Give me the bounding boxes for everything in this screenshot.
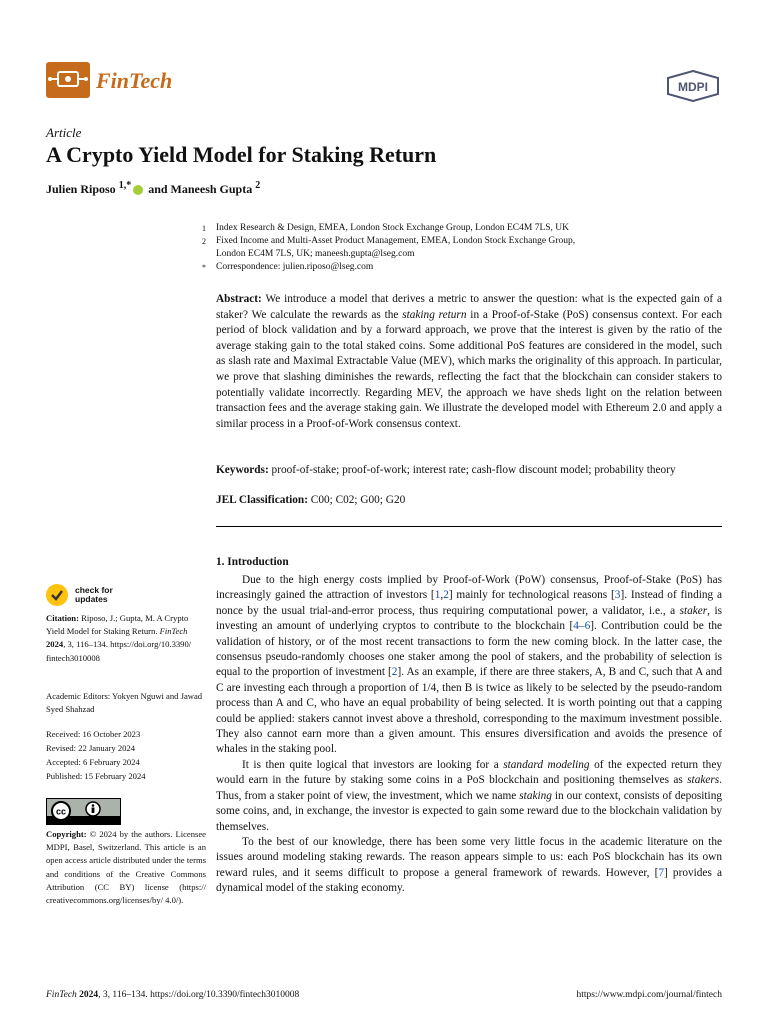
footer-citation: FinTech 2024, 3, 116–134. https://doi.org/10.3390/fintech3010008 [46, 990, 300, 1000]
paragraph: To the best of our knowledge, there has been some very little focus in the academic literature on the issues around modeling staking rewards. The reason appears simple to us: each PoS blockchain has its own reward rules, and it seems difficult to propose a general framework of rewards. However, [7] provides a dynamical model of the staking economy. [216, 835, 722, 895]
footer-journal-link[interactable]: https://www.mdpi.com/journal/fintech [576, 990, 722, 1000]
svg-text:MDPI: MDPI [678, 80, 708, 94]
citation-link[interactable]: 3 [614, 589, 621, 602]
paragraph: Due to the high energy costs implied by Proof-of-Work (PoW) consensus, Proof-of-Stake (PoS) has increasingly gained the attraction of investors [1,2] mainly for technological reasons [3]. Instead of finding a nonce by the usual trial-and-error process, thus requiring computational power, a validator, i.e., a staker, is investing an amount of underlying cryptos to contribute to the blockchain [4–6]. Contribution could be the validation of history, or of the most recent transactions to form the new coming block. In the latter case, the consensus pseudo-randomly chooses one staker among the pool of stakers, and the probability of selection is equal to the proportion of investment [2]. As an example, if there are three stakers, A, B and C, such that A and C are investing each through a proportion of 1/4, then B is twice as likely to be selected by the pseudo-random process than A and C, who have an equal probability of being selected. It is worth pointing out that a capping could be applied: stakers cannot invest above a threshold, corresponding to the maximum investment possible. They also cannot earn more than a given amount. This ensures diversification and avoids the presence of whales in the staking pool. [216, 574, 722, 756]
citation-link[interactable]: 7 [658, 866, 665, 879]
paragraph: It is then quite logical that investors are looking for a standard modeling of the expected return they would earn in the future by staking some coins in a PoS blockchain and positioning themselves as stakers. Thus, from a staker point of view, the investment, which we name staking in our context, consists of depositing some coins, and, in exchange, the investor is expected to gain some reward due to the blockchain validation by themselves. [216, 758, 722, 833]
divider [216, 526, 722, 527]
academic-editors: Academic Editors: Yokyen Nguwi and Jawad Syed Shahzad [46, 691, 203, 715]
paper-title: A Crypto Yield Model for Staking Return [46, 142, 437, 167]
section-heading: 1. Introduction [216, 556, 289, 568]
revised-date: Revised: 22 January 2024 [46, 743, 136, 753]
citation-link[interactable]: 2 [443, 589, 449, 602]
article-type: Article [46, 125, 82, 140]
affiliation: 2 Fixed Income and Multi-Asset Product Management, EMEA, London Stock Exchange Group, [202, 236, 576, 246]
keywords: Keywords: proof-of-stake; proof-of-work; interest rate; cash-flow discount model; probability theory [216, 464, 676, 476]
author-name[interactable]: Julien Riposo [46, 182, 116, 196]
accepted-date: Accepted: 6 February 2024 [46, 757, 140, 767]
check-for-updates-button[interactable]: check for updates [46, 584, 113, 606]
received-date: Received: 16 October 2023 [46, 729, 141, 739]
body-text [216, 573, 722, 897]
affiliation: 1 Index Research & Design, EMEA, London Stock Exchange Group, London EC4M 7LS, UK [202, 223, 570, 233]
correspondence: * Correspondence: julien.riposo@lseg.com [202, 262, 374, 272]
jel-classification: JEL Classification: C00; C02; G00; G20 [216, 494, 406, 506]
published-date: Published: 15 February 2024 [46, 771, 146, 781]
citation-link[interactable]: 4–6 [573, 620, 591, 633]
orcid-icon[interactable] [133, 185, 143, 195]
abstract: Abstract: We introduce a model that derives a metric to answer the question: what is the expected gain of a staker? We calculate the rewards as the staking return in a Proof-of-Stake (PoS) consensus context. For each period of block validation and by a forward approach, we prove that the interest is given by the ratio of the average staking gain to the total staked coins. Some additional PoS features are considered in the model, such as slash rate and Maximal Extractable Value (MEV), which marks the originality of this approach. In particular, we prove that slashing diminishes the rewards, reflecting the fact that the blockchain can consider stakers to potentially validate incorrectly. Regarding MEV, the approach we have sheds light on the relation between transaction fees and the average staking gain. We illustrate the developed model with Ethereum 2.0 and apply a similar process in a Proof-of-Work consensus context. [216, 293, 722, 430]
copyright-notice: Copyright: © 2024 by the authors. Licensee MDPI, Basel, Switzerland. This article is an open access article distributed under the terms and conditions of the Creative Commons Attribution (CC BY) license (https:// creativecommons.org/licenses/by/ 4.0/). [46, 829, 206, 906]
author-list: Julien Riposo $^{1,*}$ and Maneesh Gupta $^2$ [46, 180, 261, 196]
check-updates-icon [46, 584, 68, 606]
author-name[interactable]: Maneesh Gupta [170, 182, 253, 196]
journal-name: FinTech [96, 68, 173, 93]
citation-link[interactable]: 1 [434, 589, 441, 602]
journal-logo [46, 62, 90, 98]
mdpi-logo [666, 70, 720, 102]
citation-link[interactable]: 2 [391, 666, 398, 679]
affiliation: London EC4M 7LS, UK; maneesh.gupta@lseg.com [216, 249, 415, 259]
citation-block: Citation: Riposo, J.; Gupta, M. A Crypto Yield Model for Staking Return. FinTech 2024, 3, 116–134. https://doi.org/10.3390/ fintech3010008 [46, 613, 192, 663]
svg-text:cc: cc [55, 806, 67, 817]
cc-by-license-badge[interactable] [46, 798, 121, 825]
